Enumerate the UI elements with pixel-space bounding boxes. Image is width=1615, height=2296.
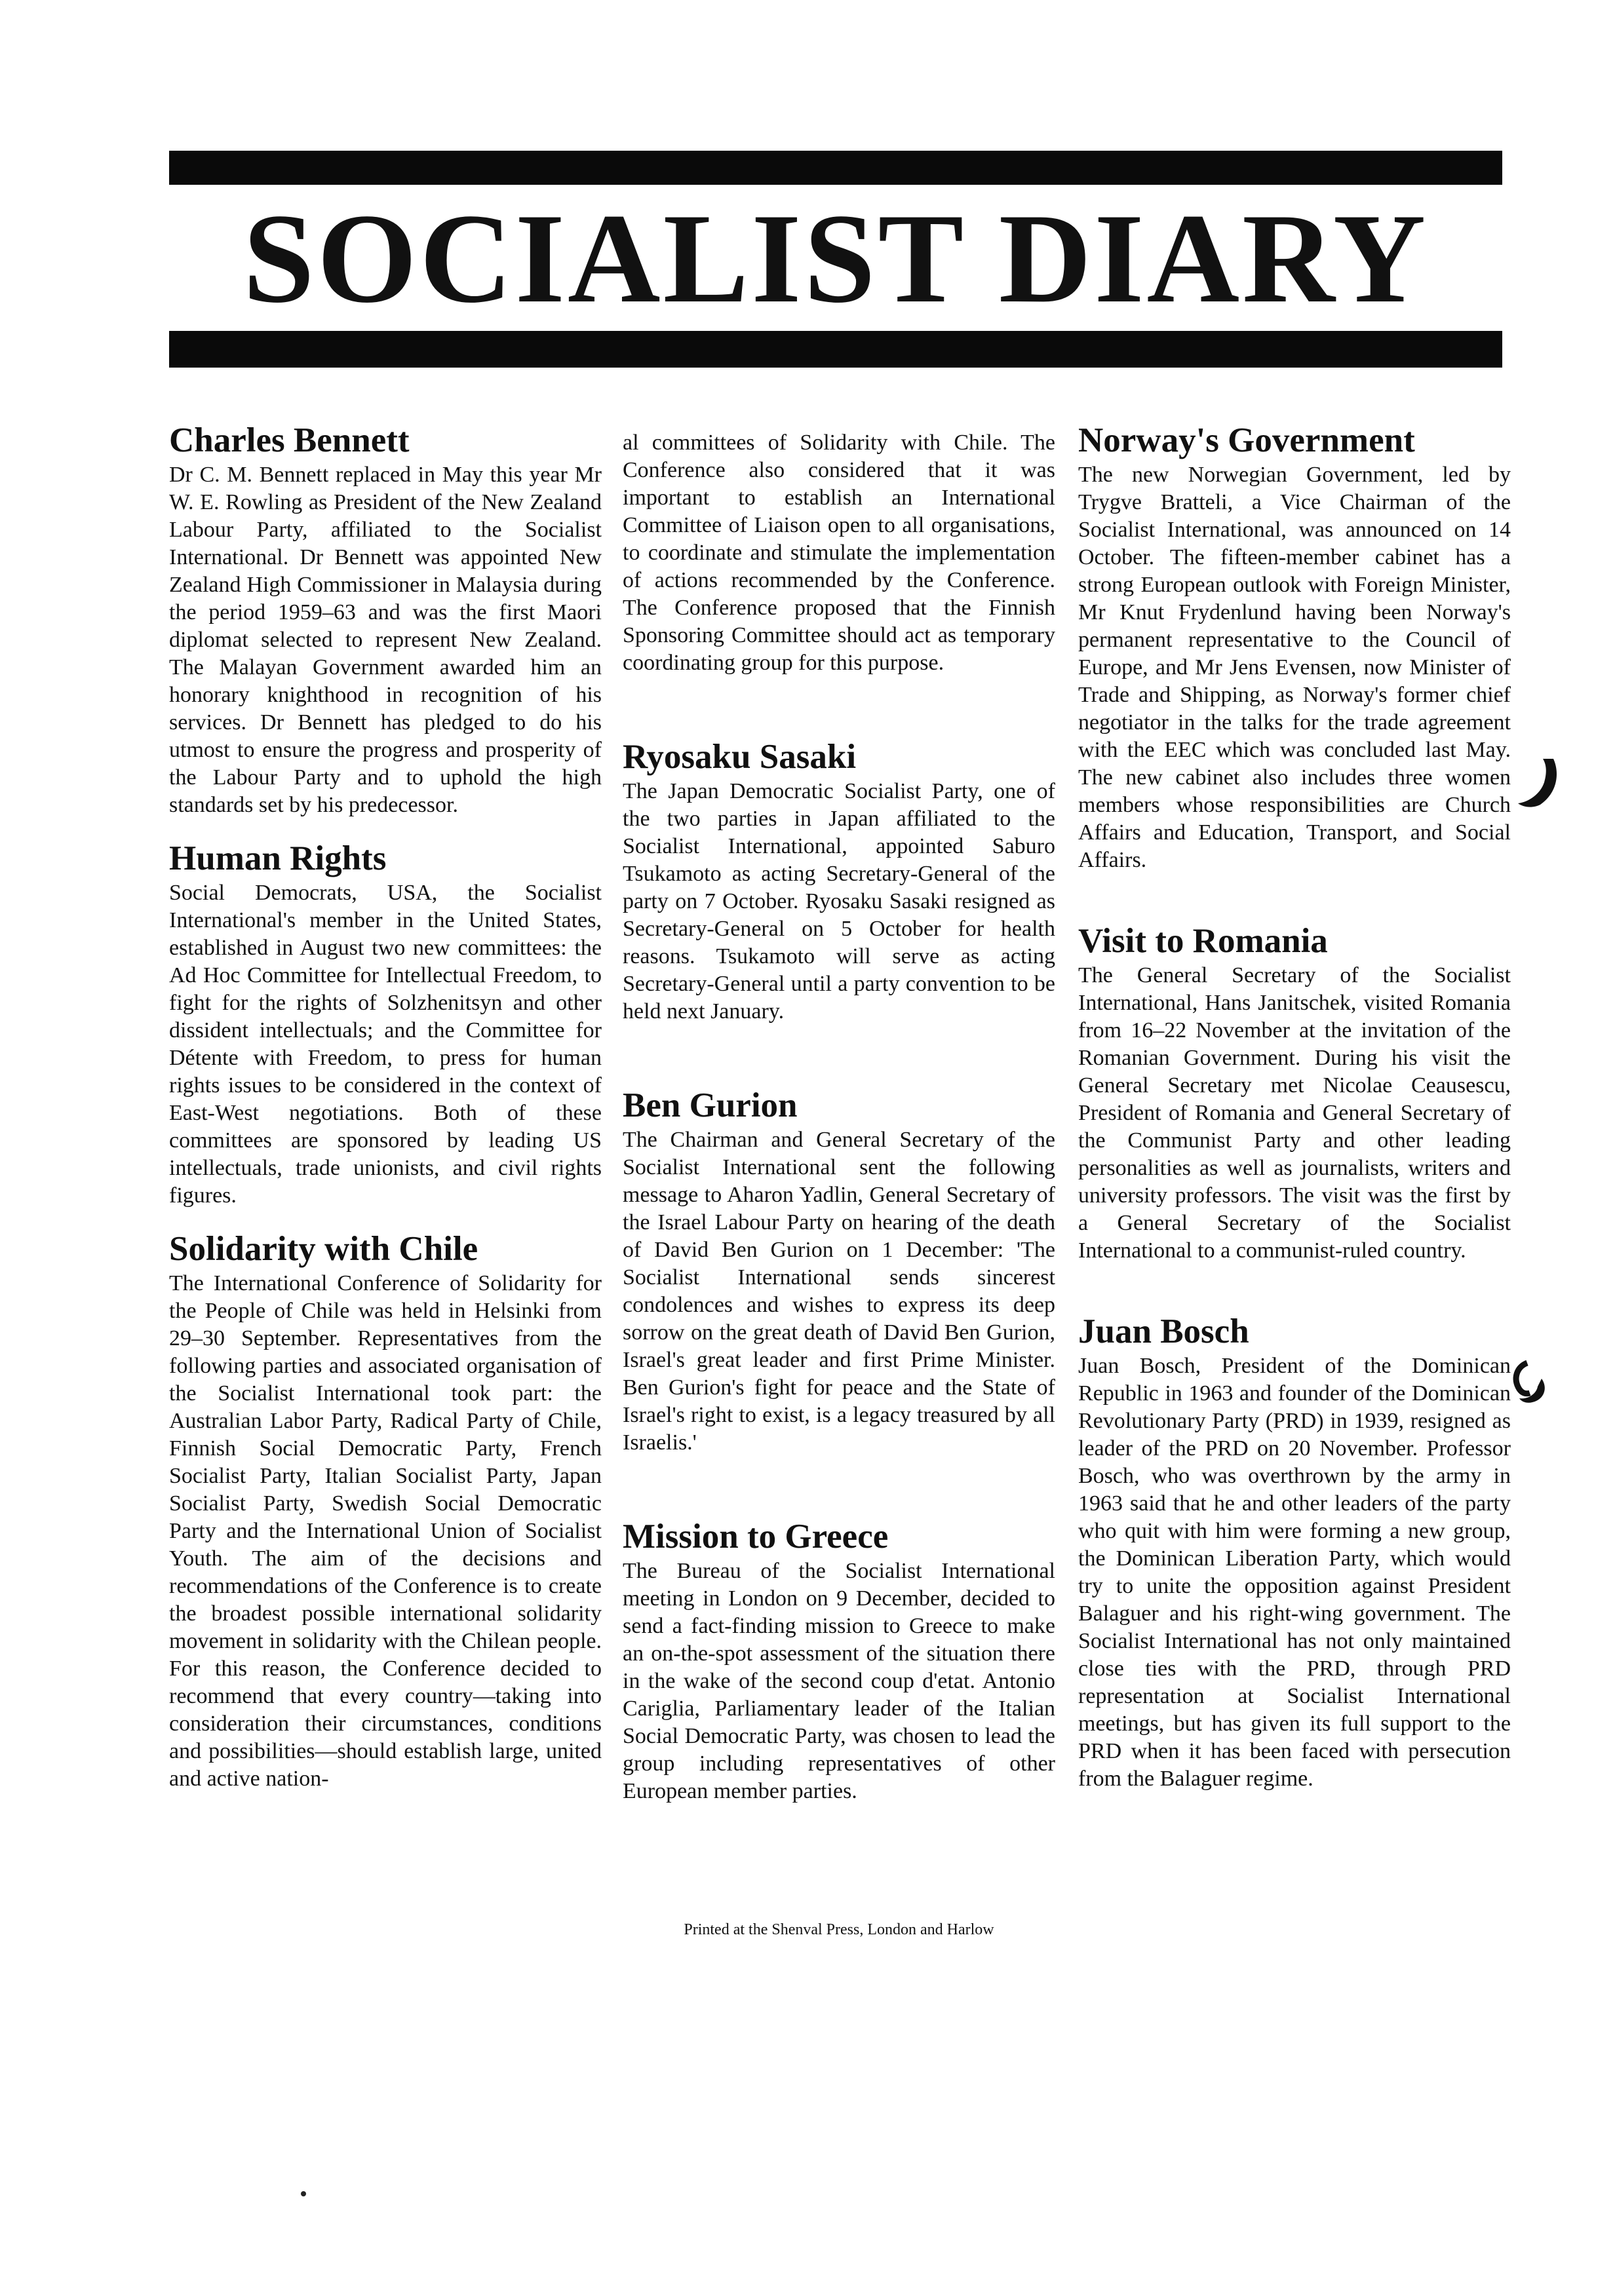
article-body: The new Norwegian Government, led by Trygve Bratteli, a Vice Chairman of the Socialist International, was announced on 14 October. The fifteen-member cabinet has a strong European outlook with Foreign Minister, Mr Knut Frydenlund having been Norway's permanent representative to the Council of Europe, and Mr Jens Evensen, now Minister of Trade and Shipping, as Norway's former chief negotiator in the talks for the trade agreement with the EEC which was concluded last May. The new cabinet also includes three women members whose responsibilities are Church Affairs and Education, Transport, and Social Affairs. <box>1078 463 1511 872</box>
article-body: Juan Bosch, President of the Dominican Republic in 1963 and founder of the Dominican Revolutionary Party (PRD) in 1939, resigned as leader of the PRD on 20 November. Professor Bosch, who was overthrown by the army in 1963 said that he and other leaders of the party who quit with him were forming a new group, the Dominican Liberation Party, which would try to unite the opposition against President Balaguer and his right-wing government. The Socialist International has not only maintained close ties with the PRD, through PRD representation at Socialist International meetings, but has given its full support to the PRD when it has been faced with persecution from the Balaguer regime. <box>1078 1354 1511 1791</box>
article-body: The General Secretary of the Socialist International, Hans Janitschek, visited Romania from 16–22 November at the invitation of the Romanian Government. During his visit the General Secretary met Nicolae Ceausescu, President of Romania and General Secretary of the Communist Party and other leading personalities as well as journalists, writers and university professors. The visit was the first by a General Secretary of the Socialist International to a communist-ruled country. <box>1078 963 1511 1263</box>
headline: Solidarity with Chile <box>169 1230 478 1268</box>
article-solidarity-chile-continued <box>623 429 1055 677</box>
article-norway-government <box>1078 419 1511 874</box>
masthead-rule-top <box>169 151 1502 185</box>
article-solidarity-chile <box>169 1228 602 1793</box>
printer-credit: Printed at the Shenval Press, London and Harlow <box>684 1921 994 1938</box>
article-charles-bennett <box>169 419 602 819</box>
column-left <box>169 419 602 1793</box>
headline: Human Rights <box>169 839 387 877</box>
article-body: The Bureau of the Socialist International meeting in London on 9 December, decided to send a fact-finding mission to Greece to make an on-the-spot assessment of the situation there in the wake of the second coup d'etat. Antonio Cariglia, Parliamentary leader of the Italian Social Democratic Party, was chosen to lead the group including representatives of other European member parties. <box>623 1559 1055 1803</box>
binder-hole-mark-top <box>1514 754 1566 813</box>
article-body: The International Conference of Solidarity for the People of Chile was held in Helsinki from 29–30 September. Representatives from the following parties and associated organisation of the Socialist International took part: the Australian Labor Party, Radical Party of Chile, Finnish Social Democratic Party, French Socialist Party, Italian Socialist Party, Japan Socialist Party, Swedish Social Democratic Party and the International Union of Socialist Youth. The aim of the decisions and recommendations of the Conference is to create the broadest possible international solidarity movement in solidarity with the Chilean people. For this reason, the Conference decided to recommend that every country—taking into consideration their circumstances, conditions and possibilities—should establish large, united and active nation- <box>169 1271 602 1791</box>
headline: Visit to Romania <box>1078 922 1328 960</box>
article-body: The Japan Democratic Socialist Party, one of the two parties in Japan affiliated to the Socialist International, appointed Saburo Tsukamoto as acting Secretary-General of the party on 7 October. Ryosaku Sasaki resigned as Secretary-General on 5 October for health reasons. Tsukamoto will serve as acting Secretary-General until a party convention to be held next January. <box>623 779 1055 1024</box>
masthead-rule-bottom <box>169 331 1502 368</box>
column-right <box>1078 419 1511 1793</box>
headline: Juan Bosch <box>1078 1312 1249 1350</box>
article-visit-romania <box>1078 920 1511 1265</box>
article-ryosaku-sasaki <box>623 736 1055 1025</box>
column-middle <box>623 429 1055 1805</box>
page-title: SOCIALIST DIARY <box>243 187 1429 330</box>
article-body: Social Democrats, USA, the Socialist International's member in the United States, established in August two new committees: the Ad Hoc Committee for Intellectual Freedom, to fight for the rights of Solzhenitsyn and other dissident intellectuals; and the Committee for Détente with Freedom, to press for human rights issues to be considered in the context of East-West negotiations. Both of these committees are sponsored by leading US intellectuals, trade unionists, and civil rights figures. <box>169 881 602 1208</box>
headline: Norway's Government <box>1078 421 1415 459</box>
article-juan-bosch <box>1078 1311 1511 1793</box>
headline: Mission to Greece <box>623 1518 889 1556</box>
headline: Charles Bennett <box>169 421 410 459</box>
article-body-continuation: al committees of Solidarity with Chile. The Conference also considered that it was important to establish an International Committee of Liaison open to all organisations, to coordinate and stimulate the implementation of actions recommended by the Conference. The Conference proposed that the Finnish Sponsoring Committee should act as temporary coordinating group for this purpose. <box>623 430 1055 675</box>
headline: Ben Gurion <box>623 1086 798 1124</box>
article-mission-greece <box>623 1516 1055 1805</box>
speck-mark <box>298 2189 311 2202</box>
binder-hole-mark-bottom <box>1508 1356 1566 1415</box>
article-human-rights <box>169 837 602 1210</box>
article-body: The Chairman and General Secretary of the Socialist International sent the following message to Aharon Yadlin, General Secretary of the Israel Labour Party on hearing of the death of David Ben Gurion on 1 December: 'The Socialist International sends sincerest condolences and wishes to express its deep sorrow on the great death of David Ben Gurion, Israel's great leader and first Prime Minister. Ben Gurion's fight for peace and the State of Israel's right to exist, is a legacy treasured by all Israelis.' <box>623 1128 1055 1455</box>
headline: Ryosaku Sasaki <box>623 738 857 776</box>
article-ben-gurion <box>623 1084 1055 1457</box>
article-body: Dr C. M. Bennett replaced in May this year Mr W. E. Rowling as President of the New Zealand Labour Party, affiliated to the Socialist International. Dr Bennett was appointed New Zealand High Commissioner in Malaysia during the period 1959–63 and was the first Maori diplomat selected to represent New Zealand. The Malayan Government awarded him an honorary knighthood in recognition of his services. Dr Bennett has pledged to do his utmost to ensure the progress and prosperity of the Labour Party and to uphold the high standards set by his predecessor. <box>169 463 602 817</box>
